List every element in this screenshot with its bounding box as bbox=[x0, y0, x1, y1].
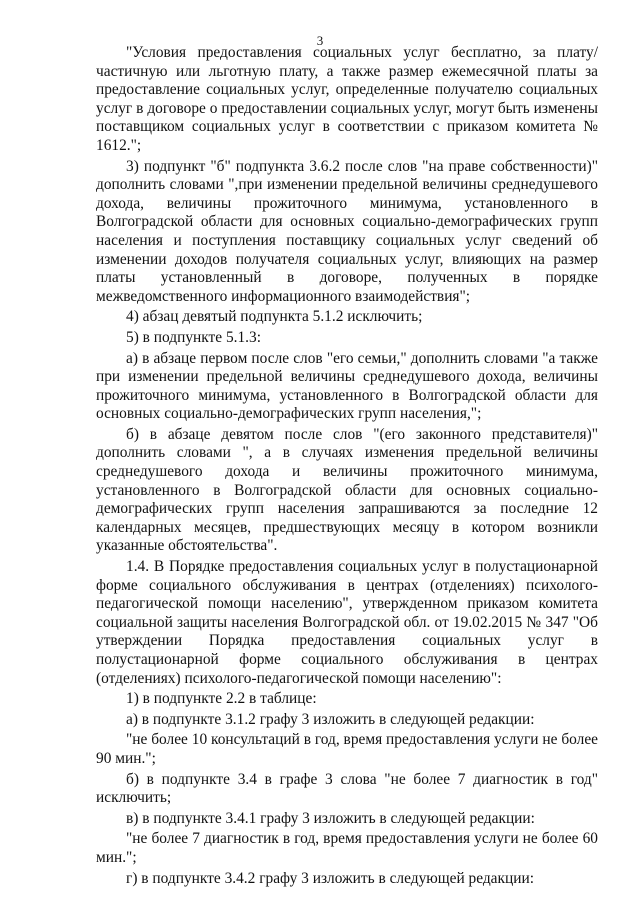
paragraph: г) в подпункте 3.4.2 графу 3 изложить в следующей редакции: bbox=[126, 869, 534, 887]
page-number: 3 bbox=[316, 33, 324, 48]
paragraph: 5) в подпункте 5.1.3: bbox=[126, 328, 262, 346]
paragraph: "не более 10 консультаций в год, время предоставления услуги не более 90 мин."; bbox=[96, 731, 598, 767]
paragraph: 1) в подпункте 2.2 в таблице: bbox=[126, 690, 317, 708]
paragraph: а) в подпункте 3.1.2 графу 3 изложить в следующей редакции: bbox=[126, 710, 535, 728]
paragraph: б) в подпункте 3.4 в графе 3 слова "не более 7 диагностик в год" исключить; bbox=[96, 770, 598, 807]
document-body bbox=[96, 44, 598, 888]
paragraph: б) в абзаце девятом после слов "(его законного представителя)" дополнить словами ", а в случаях изменения предельной величины среднедушевого дохода и величины прожиточного минимума, установленного в Волгоградской области для основных социально-демографических групп населения запрашиваются за последние 12 календарных месяцев, предшествующих месяцу в котором возникли указанные обстоятельства". bbox=[96, 425, 598, 555]
paragraph: а) в абзаце первом после слов "его семьи," дополнить словами "а также при изменении предельной величины среднедушевого дохода, величины прожиточного минимума, установленного в Волгоградской области для основных социально-демографических групп населения,"; bbox=[96, 349, 598, 423]
paragraph: "Условия предоставления социальных услуг бесплатно, за плату/частичную или льготную плату, а также размер ежемесячной платы за предоставление социальных услуг, определенные получателю социальных услуг в договоре о предоставлении социальных услуг, могут быть изменены поставщиком социальных услуг в соответствии с приказом комитета № 1612."; bbox=[96, 44, 598, 154]
paragraph: "не более 7 диагностик в год, время предоставления услуги не более 60 мин."; bbox=[96, 830, 598, 866]
paragraph: 4) абзац девятый подпункта 5.1.2 исключить; bbox=[126, 308, 423, 326]
paragraph: 3) подпункт "б" подпункта 3.6.2 после слов "на праве собственности)" дополнить словами ",при изменении предельной величины среднедушевого дохода, величины прожиточного минимума, установленного в Волгоградской области для основных социально-демографических групп населения и поступления поставщику социальных услуг сведений об изменении доходов получателя социальных услуг, влияющих на размер платы установленный в договоре, полученных в порядке межведомственного информационного взаимодействия"; bbox=[96, 157, 598, 305]
paragraph: в) в подпункте 3.4.1 графу 3 изложить в следующей редакции: bbox=[126, 809, 535, 827]
paragraph: 1.4. В Порядке предоставления социальных услуг в полустационарной форме социального обслуживания в центрах (отделениях) психолого-педагогической помощи населению", утвержденном приказом комитета социальной защиты населения Волгоградской обл. от 19.02.2015 № 347 "Об утверждении Порядка предоставления социальных услуг в полустационарной форме социального обслуживания в центрах (отделениях) психолого-педагогической помощи населению": bbox=[96, 558, 598, 687]
